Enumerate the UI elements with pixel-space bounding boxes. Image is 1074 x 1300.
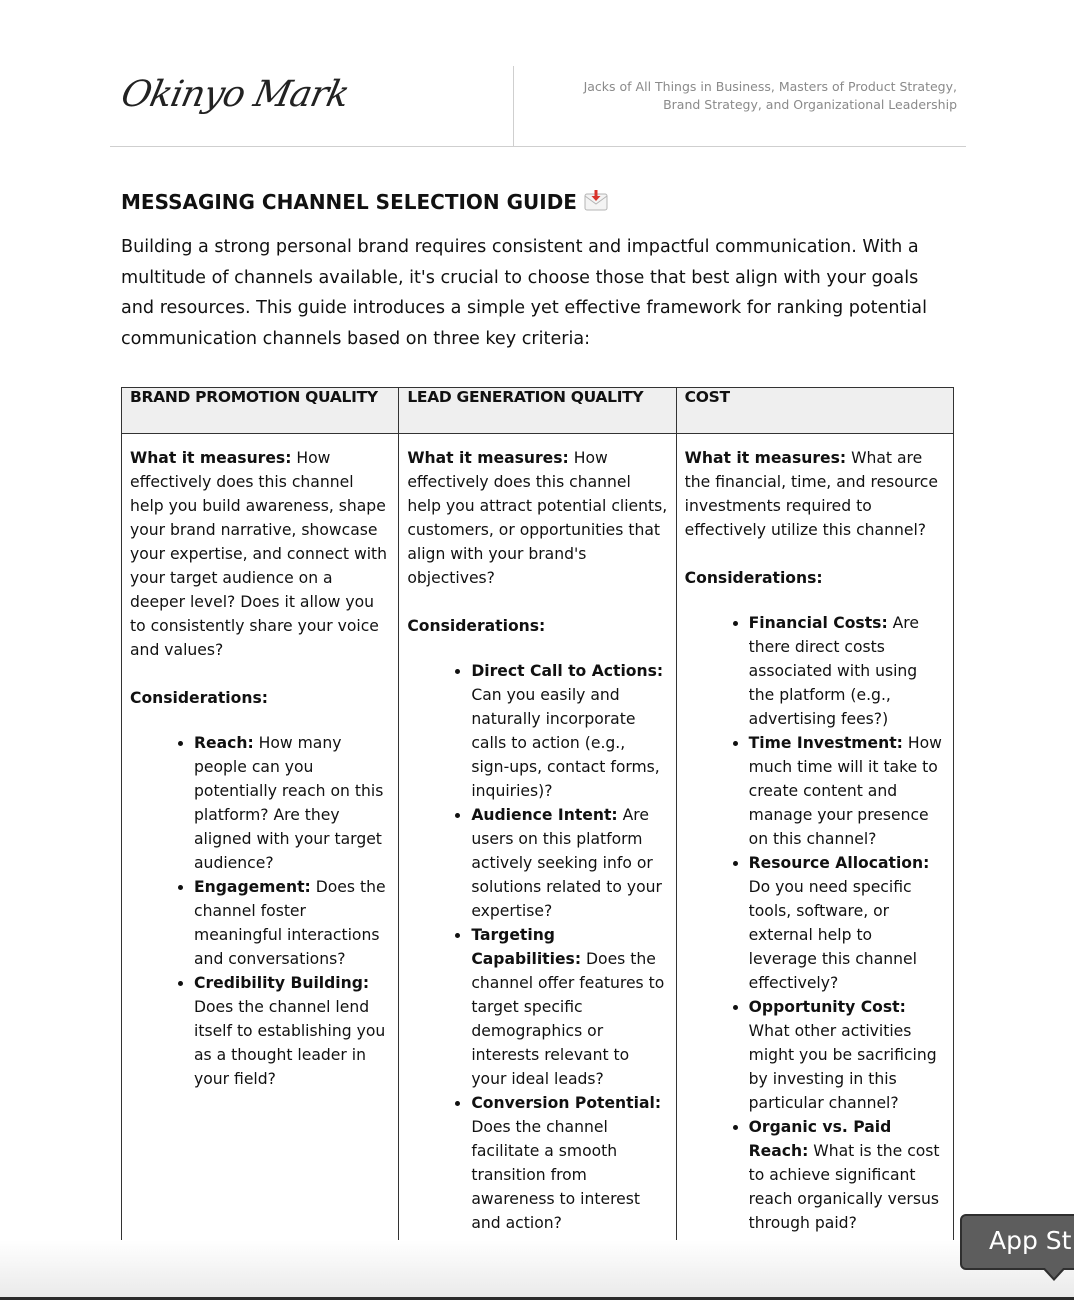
item-term: Resource Allocation: bbox=[748, 854, 930, 872]
list-item bbox=[749, 1115, 945, 1235]
table-header-row bbox=[122, 388, 954, 434]
item-text: Can you easily and naturally incorporate calls to action (e.g., sign-ups, contact forms, inquiries)? bbox=[471, 686, 660, 800]
considerations-list bbox=[130, 731, 390, 1091]
criteria-table bbox=[121, 387, 954, 1253]
item-text: Are there direct costs associated with using the platform (e.g., advertising fees?) bbox=[748, 614, 919, 728]
item-text: How much time will it take to create content and manage your presence on this channel? bbox=[748, 734, 942, 848]
tagline-line-1: Jacks of All Things in Business, Masters of Product Strategy, bbox=[583, 79, 957, 94]
item-term: Engagement: bbox=[194, 878, 311, 896]
list-item bbox=[749, 995, 945, 1115]
measures-text: How effectively does this channel help you attract potential clients, customers, or opportunities that align with your brand's objectives? bbox=[407, 449, 668, 587]
list-item bbox=[749, 851, 945, 995]
app-store-tooltip bbox=[960, 1214, 1074, 1270]
header-tagline bbox=[537, 78, 957, 114]
tooltip-pointer-fill bbox=[1044, 1267, 1064, 1278]
tagline-line-2: Brand Strategy, and Organizational Leadership bbox=[663, 97, 957, 112]
item-text: Does the channel offer features to target specific demographics or interests relevant to your ideal leads? bbox=[471, 950, 665, 1088]
considerations-label: Considerations: bbox=[684, 569, 823, 587]
considerations-list bbox=[685, 611, 945, 1235]
item-text: What other activities might you be sacrificing by investing in this particular channel? bbox=[748, 1022, 937, 1112]
cell-cost bbox=[676, 434, 953, 1253]
considerations-label: Considerations: bbox=[130, 689, 268, 707]
item-term: Opportunity Cost: bbox=[748, 998, 906, 1016]
table-row bbox=[122, 434, 954, 1253]
item-term: Reach: bbox=[194, 734, 254, 752]
header-divider bbox=[513, 66, 514, 146]
item-text: Does the channel facilitate a smooth transition from awareness to interest and action? bbox=[471, 1118, 640, 1232]
page-header bbox=[110, 66, 966, 147]
list-item bbox=[471, 1091, 667, 1235]
column-header-cost: COST bbox=[676, 388, 953, 434]
item-term: Organic vs. Paid Reach: bbox=[748, 1118, 892, 1160]
item-text: Does the channel foster meaningful interactions and conversations? bbox=[194, 878, 386, 968]
intro-paragraph: Building a strong personal brand requires consistent and impactful communication. With a multitude of channels available, it's crucial to choose those that best align with your goals and resources. This guide introduces a simple yet effective framework for ranking potential communication channels based on three key criteria: bbox=[121, 237, 927, 349]
item-text: Are users on this platform actively seeking info or solutions related to your expertise? bbox=[471, 806, 662, 920]
item-term: Audience Intent: bbox=[471, 806, 618, 824]
measures-label: What it measures: bbox=[130, 449, 292, 467]
document-title-text: MESSAGING CHANNEL SELECTION GUIDE bbox=[121, 190, 577, 214]
list-item bbox=[194, 875, 390, 971]
list-item bbox=[471, 923, 667, 1091]
item-text: How many people can you potentially reach on this platform? Are they aligned with your target audience? bbox=[194, 734, 384, 872]
window-bottom-edge bbox=[0, 1240, 1074, 1300]
envelope-with-arrow-icon bbox=[583, 188, 609, 217]
column-header-brand-promotion: BRAND PROMOTION QUALITY bbox=[122, 388, 399, 434]
considerations-list bbox=[407, 659, 667, 1235]
item-term: Credibility Building: bbox=[194, 974, 370, 992]
document-title bbox=[121, 188, 609, 217]
column-header-lead-generation: LEAD GENERATION QUALITY bbox=[399, 388, 676, 434]
signature-logo: Okinyo Mark bbox=[117, 74, 353, 115]
cell-brand-promotion bbox=[122, 434, 399, 1253]
list-item bbox=[749, 731, 945, 851]
list-item bbox=[194, 971, 390, 1091]
measures-paragraph bbox=[130, 446, 390, 662]
list-item bbox=[194, 731, 390, 875]
item-text: Does the channel lend itself to establishing you as a thought leader in your field? bbox=[194, 998, 386, 1088]
measures-label: What it measures: bbox=[407, 449, 569, 467]
list-item bbox=[471, 659, 667, 803]
measures-text: What are the financial, time, and resource investments required to effectively utilize this channel? bbox=[684, 449, 938, 539]
measures-label: What it measures: bbox=[684, 449, 847, 467]
item-text: What is the cost to achieve significant reach organically versus through paid? bbox=[748, 1142, 940, 1232]
list-item bbox=[471, 803, 667, 923]
item-text: Do you need specific tools, software, or external help to leverage this channel effectively? bbox=[748, 878, 917, 992]
item-term: Time Investment: bbox=[748, 734, 903, 752]
measures-text: How effectively does this channel help you build awareness, shape your brand narrative, showcase your expertise, and connect with your target audience on a deeper level? Does it allow you to consistently share your voice and values? bbox=[130, 449, 388, 659]
item-term: Targeting Capabilities: bbox=[471, 926, 582, 968]
item-term: Financial Costs: bbox=[748, 614, 888, 632]
measures-paragraph bbox=[685, 446, 945, 542]
measures-paragraph bbox=[407, 446, 667, 590]
item-term: Conversion Potential: bbox=[471, 1094, 662, 1112]
cell-lead-generation bbox=[399, 434, 676, 1253]
item-term: Direct Call to Actions: bbox=[471, 662, 664, 680]
considerations-label: Considerations: bbox=[407, 617, 546, 635]
tooltip-label: App St bbox=[989, 1226, 1072, 1255]
list-item bbox=[749, 611, 945, 731]
